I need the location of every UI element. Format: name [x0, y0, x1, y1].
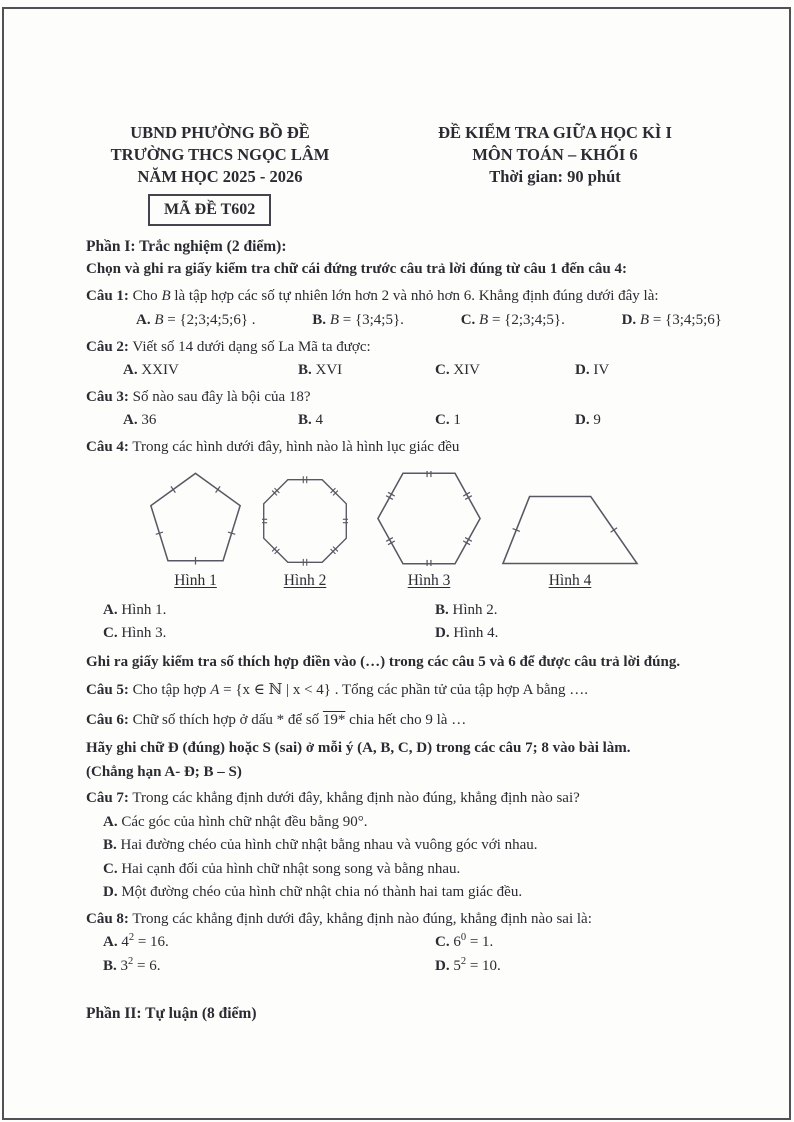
math-exponent: 2 [128, 955, 134, 967]
figure-label: Hình 2 [283, 572, 327, 589]
question-2-text: Viết số 14 dưới dạng số La Mã ta được: [132, 338, 371, 355]
option-letter: B. [312, 312, 327, 328]
question-6 [86, 709, 726, 733]
question-4 [86, 436, 726, 460]
option-2c [435, 359, 575, 383]
question-6-pre: Chữ số thích hợp ở dấu * để số [132, 711, 323, 728]
math-exponent: 2 [128, 932, 135, 943]
octagon-shape [262, 476, 348, 566]
trapezoid-shape [501, 494, 639, 566]
question-8-options [86, 931, 726, 978]
option-3d [575, 409, 726, 433]
question-7-text: Trong các khẳng định dưới đây, khẳng định nào đúng, khẳng định nào sai? [132, 790, 580, 806]
option-math [453, 955, 501, 974]
question-2-label: Câu 2: [86, 338, 129, 355]
option-text: Hình 2. [452, 601, 498, 618]
option-letter: C. [460, 312, 476, 328]
option-letter: A. [136, 312, 151, 328]
option-text: = {2;3;4;5;6} . [167, 312, 256, 328]
question-1-text: là tập hợp các số tự nhiên lớn hơn 2 và nhỏ hơn 6. Khẳng định đúng dưới đây là: [170, 287, 659, 304]
option-1a [136, 309, 256, 333]
option-letter: A. [103, 934, 118, 950]
option-letter: C. [103, 860, 118, 877]
option-letter: A. [103, 601, 118, 618]
option-text: = {3;4;5;6} [652, 312, 722, 328]
question-3-options [86, 409, 726, 433]
org-line-2: TRƯỜNG THCS NGỌC LÂM [110, 145, 330, 164]
option-letter: B. [298, 362, 312, 378]
question-3 [86, 386, 726, 410]
question-7 [86, 787, 726, 811]
part2-title: Phần II: Tự luận (8 điểm) [86, 1005, 257, 1022]
question-5-formula: = {x ∈ ℕ | x < 4} . [223, 682, 339, 698]
question-5-label: Câu 5: [86, 682, 129, 698]
option-text: 9 [593, 412, 601, 428]
option-letter: C. [435, 362, 450, 378]
option-letter: C. [103, 625, 118, 641]
math-rest: = 1. [466, 934, 494, 950]
option-4d [435, 622, 726, 646]
option-1c [461, 309, 565, 333]
question-4-label: Câu 4: [86, 438, 129, 455]
true-false-example: (Chẳng hạn A- Đ; B – S) [86, 763, 242, 780]
option-letter: D. [435, 957, 450, 974]
option-2b [298, 359, 435, 383]
math-exponent: 2 [460, 955, 467, 967]
figure-label: Hình 1 [174, 572, 217, 589]
option-7c [103, 858, 726, 882]
question-6-label: Câu 6: [86, 711, 129, 728]
question-1-options [86, 309, 726, 333]
option-text: Hình 4. [453, 625, 499, 641]
option-letter: D. [575, 362, 590, 378]
option-var: B [154, 312, 164, 328]
question-6-number: 19* [322, 711, 346, 728]
option-letter: A. [103, 813, 118, 830]
question-4-options [86, 599, 726, 646]
question-1 [86, 285, 726, 309]
org-line-1: UBND PHƯỜNG BỒ ĐỀ [130, 123, 310, 142]
question-1-var: B [161, 287, 171, 304]
org-line-3: NĂM HỌC 2025 - 2026 [137, 167, 303, 186]
option-text: Hai đường chéo của hình chữ nhật bằng nhau và vuông góc với nhau. [120, 837, 538, 853]
question-2 [86, 336, 726, 360]
option-text: IV [593, 362, 610, 378]
option-letter: B. [103, 957, 117, 974]
question-8 [86, 908, 726, 932]
option-4a [103, 599, 435, 623]
option-text: XVI [315, 362, 343, 378]
question-5 [86, 679, 726, 703]
math-rest: = 10. [466, 957, 501, 974]
part1-instruction: Chọn và ghi ra giấy kiểm tra chữ cái đứng trước câu trả lời đúng từ câu 1 đến câu 4: [86, 261, 627, 277]
question-7-options [86, 811, 726, 905]
question-5-pre: Cho tập hợp [132, 682, 211, 698]
option-text: XIV [453, 362, 481, 378]
option-7b [103, 834, 726, 858]
math-exponent: 0 [460, 932, 467, 943]
math-rest: = 6. [133, 957, 161, 974]
question-3-label: Câu 3: [86, 388, 129, 405]
option-math [120, 955, 161, 974]
option-1b [312, 309, 404, 333]
option-8b [103, 955, 435, 979]
math-base: 3 [120, 957, 129, 974]
option-2d [575, 359, 726, 383]
hexagon-shape [376, 471, 482, 566]
option-text: 36 [141, 412, 157, 428]
option-7a [103, 811, 726, 835]
option-text: Các góc của hình chữ nhật đều bằng 90°. [121, 813, 368, 830]
figure-hexagon [376, 471, 482, 593]
figure-octagon [262, 476, 348, 593]
option-letter: B. [435, 601, 449, 618]
option-8a [103, 931, 435, 955]
question-5-text: Tổng các phần tử của tập hợp A bằng …. [341, 682, 588, 698]
exam-code-box: MÃ ĐỀ T602 [148, 194, 271, 226]
question-1-label: Câu 1: [86, 287, 129, 304]
question-2-options [86, 359, 726, 383]
exam-header [86, 122, 726, 188]
question-3-text: Số nào sau đây là bội của 18? [132, 388, 311, 405]
option-8c [435, 931, 726, 955]
question-5-var: A [210, 682, 220, 698]
option-var: B [479, 312, 489, 328]
option-text: XXIV [141, 362, 179, 378]
exam-duration: Thời gian: 90 phút [489, 167, 621, 186]
header-exam-block [400, 122, 710, 188]
option-text: 4 [315, 412, 324, 428]
option-text: Hình 3. [121, 625, 167, 641]
option-letter: C. [435, 934, 450, 950]
option-7d [103, 881, 726, 905]
option-letter: A. [123, 362, 138, 378]
option-letter: C. [435, 412, 450, 428]
figure-pentagon [148, 470, 243, 593]
question-7-label: Câu 7: [86, 790, 129, 806]
option-3a [123, 409, 298, 433]
exam-subject: MÔN TOÁN – KHỐI 6 [472, 145, 638, 164]
option-letter: A. [123, 412, 138, 428]
question-8-text: Trong các khẳng định dưới đây, khẳng định nào đúng, khẳng định nào sai là: [132, 910, 592, 927]
option-text: Hình 1. [121, 601, 167, 618]
option-text: Một đường chéo của hình chữ nhật chia nó thành hai tam giác đều. [121, 884, 523, 900]
true-false-note: Hãy ghi chữ Đ (đúng) hoặc S (sai) ở mỗi ý (A, B, C, D) trong các câu 7; 8 vào bài làm. [86, 740, 631, 756]
part1-title: Phần I: Trắc nghiệm (2 điểm): [86, 237, 287, 255]
option-math [453, 934, 493, 950]
option-4c [103, 622, 435, 646]
math-base: 5 [453, 957, 461, 974]
option-text: Hai cạnh đối của hình chữ nhật song song và bằng nhau. [121, 860, 461, 877]
question-8-label: Câu 8: [86, 910, 129, 927]
math-rest: = 16. [134, 934, 169, 950]
option-letter: D. [103, 884, 118, 900]
math-base: 6 [453, 934, 461, 950]
math-base: 4 [121, 934, 129, 950]
pentagon-shape [148, 470, 243, 566]
option-8d [435, 955, 726, 979]
option-2a [123, 359, 298, 383]
figure-label: Hình 3 [407, 572, 451, 589]
figure-label: Hình 4 [548, 572, 592, 589]
figure-trapezoid [501, 494, 639, 593]
option-3b [298, 409, 435, 433]
header-school-block [80, 122, 360, 188]
question-6-post: chia hết cho 9 là … [345, 711, 467, 728]
option-letter: D. [575, 412, 590, 428]
option-letter: B. [298, 412, 312, 428]
question-4-figures [86, 470, 726, 593]
option-var: B [329, 312, 339, 328]
option-letter: D. [621, 312, 637, 328]
option-math [121, 934, 168, 950]
option-var: B [639, 312, 650, 328]
fill-in-note: Ghi ra giấy kiểm tra số thích hợp điền vào (…) trong các câu 5 và 6 để được câu trả lời đúng. [86, 653, 681, 670]
option-text: 1 [453, 412, 461, 428]
option-letter: B. [103, 837, 117, 853]
question-4-text: Trong các hình dưới đây, hình nào là hình lục giác đều [132, 438, 460, 455]
option-1d [622, 309, 722, 333]
exam-title: ĐỀ KIỂM TRA GIỮA HỌC KÌ I [438, 123, 672, 142]
option-letter: D. [435, 625, 450, 641]
option-4b [435, 599, 726, 623]
option-3c [435, 409, 575, 433]
option-text: = {3;4;5}. [342, 312, 404, 328]
option-text: = {2;3;4;5}. [491, 312, 565, 328]
exam-content [86, 122, 726, 1026]
question-1-pre: Cho [132, 287, 162, 304]
